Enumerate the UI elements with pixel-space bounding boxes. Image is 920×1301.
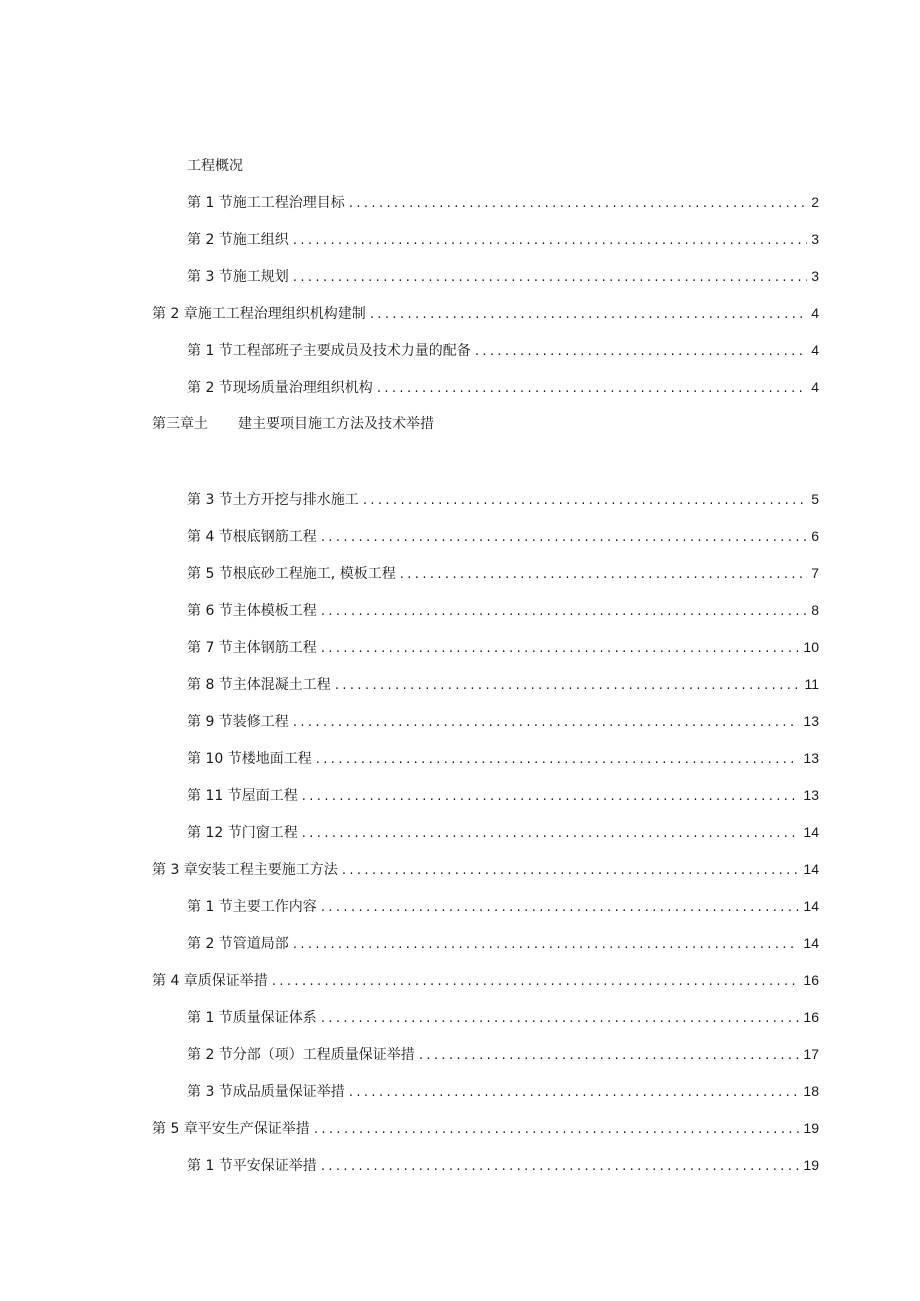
toc-page-number: 18 [803,1083,819,1099]
toc-entry-label: 第 6 节主体模板工程 [187,603,317,619]
toc-entry[interactable] [187,933,819,953]
toc-leader-dots [349,194,807,214]
toc-entry-label: 第 3 节成品质量保证举措 [187,1084,345,1100]
toc-entry[interactable] [187,1044,819,1064]
toc-entry[interactable] [187,1007,819,1027]
toc-entry[interactable] [187,748,819,768]
toc-leader-dots [293,268,807,288]
toc-page-number: 8 [811,602,819,618]
toc-leader-dots [400,565,807,585]
toc-page-number: 14 [803,861,819,877]
toc-entry[interactable] [187,1155,819,1175]
toc-page-number: 7 [811,565,819,581]
toc-page-number: 3 [811,268,819,284]
toc-page-number: 16 [803,1009,819,1025]
toc-leader-dots [316,750,800,770]
toc-entry-label: 第 2 节施工组织 [187,232,289,248]
toc-page-number: 4 [811,342,819,358]
toc-entry-label: 第 3 章安装工程主要施工方法 [152,862,338,878]
toc-chapter-entry[interactable] [152,303,819,323]
toc-entry[interactable] [187,229,819,249]
toc-leader-dots [335,676,801,696]
toc-page-number: 16 [803,972,819,988]
toc-page-number: 5 [811,491,819,507]
toc-chapter-entry[interactable] [152,859,819,879]
toc-entry[interactable] [187,637,819,657]
toc-page-number: 4 [811,305,819,321]
toc-entry-label: 第 3 节土方开挖与排水施工 [187,492,359,508]
toc-leader-dots [475,342,807,362]
toc-leader-dots [321,1157,800,1177]
toc-entry[interactable] [187,896,819,916]
toc-page-number: 14 [803,898,819,914]
toc-entry[interactable] [187,489,819,509]
toc-entry[interactable] [187,192,819,212]
toc-leader-dots [272,972,800,992]
toc-page-number: 4 [811,379,819,395]
toc-page-number: 13 [803,750,819,766]
toc-entry-label: 第 4 节根底钢筋工程 [187,529,317,545]
toc-entry-label: 第 8 节主体混凝土工程 [187,677,331,693]
toc-leader-dots [370,305,807,325]
toc-page-number: 14 [803,824,819,840]
toc-entry[interactable] [187,340,819,360]
toc-leader-dots [293,935,800,955]
toc-entry-label: 第 12 节门窗工程 [187,825,298,841]
toc-page-number: 6 [811,528,819,544]
toc-page-number: 19 [803,1157,819,1173]
toc-entry-label: 第 7 节主体钢筋工程 [187,640,317,656]
toc-entry[interactable] [187,266,819,286]
toc-entry-label: 第 1 节主要工作内容 [187,899,317,915]
toc-entry-label: 第 2 节管道局部 [187,936,289,952]
toc-entry[interactable] [187,674,819,694]
toc-entry[interactable] [187,785,819,805]
toc-entry[interactable] [187,526,819,546]
toc-entry-label: 第 1 节质量保证体系 [187,1010,317,1026]
toc-leader-dots [302,824,800,844]
chapter-heading-part2: 建主要项目施工方法及技术举措 [238,416,434,432]
toc-entry-label: 第 9 节装修工程 [187,714,289,730]
toc-entry[interactable] [187,600,819,620]
toc-leader-dots [293,231,807,251]
toc-entry[interactable] [187,822,819,842]
toc-leader-dots [419,1046,800,1066]
toc-leader-dots [321,602,807,622]
toc-entry-label: 第 2 章施工工程治理组织机构建制 [152,306,366,322]
toc-page-number: 17 [803,1046,819,1062]
toc-page-number: 13 [803,787,819,803]
toc-page-number: 11 [804,676,819,692]
toc-leader-dots [349,1083,800,1103]
toc-page-number: 2 [811,194,819,210]
toc-entry[interactable] [187,1081,819,1101]
toc-leader-dots [314,1120,800,1140]
toc-page-number: 3 [811,231,819,247]
toc-entry-label: 第 5 章平安生产保证举措 [152,1121,310,1137]
toc-entry-label: 第 3 节施工规划 [187,269,289,285]
toc-entry-label: 第 4 章质保证举措 [152,973,268,989]
chapter-heading [152,414,434,434]
toc-leader-dots [321,639,800,659]
toc-entry-label: 第 11 节屋面工程 [187,788,298,804]
section-heading: 工程概况 [187,158,243,174]
toc-entry-label: 第 2 节现场质量治理组织机构 [187,380,373,396]
toc-chapter-entry[interactable] [152,970,819,990]
toc-entry[interactable] [187,711,819,731]
toc-leader-dots [302,787,800,807]
toc-leader-dots [293,713,800,733]
toc-leader-dots [321,1009,800,1029]
toc-entry[interactable] [187,563,819,583]
toc-entry-label: 第 1 节平安保证举措 [187,1158,317,1174]
toc-chapter-entry[interactable] [152,1118,819,1138]
toc-leader-dots [321,528,807,548]
toc-leader-dots [342,861,800,881]
toc-entry-label: 第 2 节分部（项）工程质量保证举措 [187,1047,415,1063]
toc-entry[interactable] [187,377,819,397]
chapter-heading-part1: 第三章土 [152,416,208,432]
toc-page-number: 10 [803,639,819,655]
toc-leader-dots [377,379,807,399]
toc-entry-label: 第 1 节工程部班子主要成员及技术力量的配备 [187,343,471,359]
toc-entry-label: 第 5 节根底砂工程施工, 模板工程 [187,566,396,582]
toc-leader-dots [321,898,800,918]
toc-page-number: 13 [803,713,819,729]
toc-entry-label: 第 10 节楼地面工程 [187,751,312,767]
toc-page-number: 19 [803,1120,819,1136]
toc-page-number: 14 [803,935,819,951]
toc-leader-dots [363,491,807,511]
toc-entry-label: 第 1 节施工工程治理目标 [187,195,345,211]
